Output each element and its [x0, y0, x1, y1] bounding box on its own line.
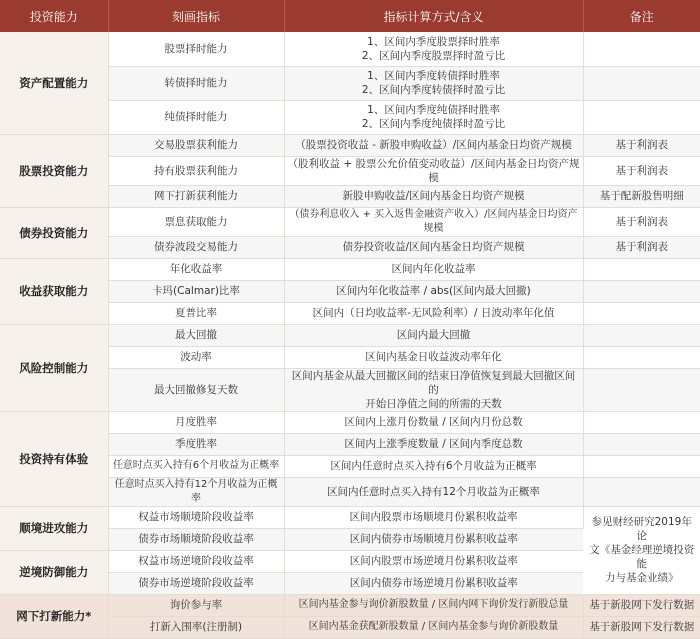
indicator-cell: 卡玛(Calmar)比率: [108, 280, 284, 302]
method-cell: 区间内股票市场顺境月份累积收益率: [284, 506, 583, 528]
header-capability: 投资能力: [0, 0, 108, 32]
header-note: 备注: [583, 0, 700, 32]
header-method: 指标计算方式/含义: [284, 0, 583, 32]
note-cell: [583, 455, 700, 477]
note-cell: [583, 302, 700, 324]
indicator-cell: 询价参与率: [108, 594, 284, 616]
method-cell: 区间内任意时点买入持有6个月收益为正概率: [284, 455, 583, 477]
method-cell: 区间内上涨季度数量 / 区间内季度总数: [284, 433, 583, 455]
method-cell: 区间内（日均收益率-无风险利率）/ 日波动率年化值: [284, 302, 583, 324]
indicator-cell: 季度胜率: [108, 433, 284, 455]
note-cell: [583, 66, 700, 100]
method-cell: 债券投资收益/区间内基金日均资产规模: [284, 236, 583, 258]
indicator-cell: 债券市场逆境阶段收益率: [108, 572, 284, 594]
category-bond-investment: 债券投资能力: [0, 207, 108, 258]
method-cell: 区间内基金参与询价新股数量 / 区间内网下询价发行新股总量: [284, 594, 583, 616]
method-cell: 新股申购收益/区间内基金日均资产规模: [284, 185, 583, 207]
indicator-cell: 打新入围率(注册制): [108, 616, 284, 638]
indicator-cell: 任意时点买入持有6个月收益为正概率: [108, 455, 284, 477]
note-cell: 基于配新股售明细: [583, 185, 700, 207]
note-cell: [583, 258, 700, 280]
method-cell: 1、区间内季度纯债择时胜率 2、区间内季度纯债择时盈亏比: [284, 100, 583, 134]
method-cell: 区间内年化收益率: [284, 258, 583, 280]
indicator-cell: 股票择时能力: [108, 32, 284, 66]
indicator-cell: 权益市场逆境阶段收益率: [108, 550, 284, 572]
note-cell: [583, 324, 700, 346]
method-cell: 区间内债券市场逆境月份累积收益率: [284, 572, 583, 594]
table-row: [0, 134, 700, 156]
method-cell: 1、区间内季度转债择时胜率 2、区间内季度转债择时盈亏比: [284, 66, 583, 100]
note-cell: 基于新股网下发行数据: [583, 594, 700, 616]
note-cell: 基于利润表: [583, 156, 700, 185]
indicator-cell: 持有股票获利能力: [108, 156, 284, 185]
table-row: [0, 411, 700, 433]
method-cell: （股票投资收益 - 新股申购收益）/区间内基金日均资产规模: [284, 134, 583, 156]
indicator-cell: 债券波段交易能力: [108, 236, 284, 258]
table-row: [0, 324, 700, 346]
note-cell: 基于新股网下发行数据: [583, 616, 700, 638]
note-cell: 基于利润表: [583, 207, 700, 236]
table-row: [0, 594, 700, 616]
note-cell: [583, 100, 700, 134]
note-cell-merged: 参见财经研究2019年论 文《基金经理逆境投资能 力与基金业绩》: [583, 506, 700, 594]
category-bull-offense: 顺境进攻能力: [0, 506, 108, 550]
category-return: 收益获取能力: [0, 258, 108, 324]
indicator-cell: 交易股票获利能力: [108, 134, 284, 156]
table-row: [0, 258, 700, 280]
indicator-cell: 任意时点买入持有12个月收益为正概率: [108, 477, 284, 506]
table-header: [0, 0, 700, 32]
method-cell: 1、区间内季度股票择时胜率 2、区间内季度股票择时盈亏比: [284, 32, 583, 66]
method-cell: 区间内最大回撤: [284, 324, 583, 346]
category-holding-experience: 投资持有体验: [0, 411, 108, 506]
indicator-cell: 波动率: [108, 346, 284, 368]
indicator-cell: 票息获取能力: [108, 207, 284, 236]
note-cell: [583, 280, 700, 302]
indicator-cell: 纯债择时能力: [108, 100, 284, 134]
note-cell: 基于利润表: [583, 236, 700, 258]
indicator-cell: 月度胜率: [108, 411, 284, 433]
indicator-cell: 债券市场顺境阶段收益率: [108, 528, 284, 550]
method-cell: 区间内债券市场顺境月份累积收益率: [284, 528, 583, 550]
method-cell: （股利收益 + 股票公允价值变动收益）/区间内基金日均资产规模: [284, 156, 583, 185]
table-row: [0, 506, 700, 528]
note-cell: [583, 346, 700, 368]
category-stock-investment: 股票投资能力: [0, 134, 108, 207]
indicator-cell: 最大回撤: [108, 324, 284, 346]
indicator-cell: 权益市场顺境阶段收益率: [108, 506, 284, 528]
category-asset-allocation: 资产配置能力: [0, 32, 108, 134]
note-cell: [583, 411, 700, 433]
note-cell: [583, 477, 700, 506]
note-cell: [583, 433, 700, 455]
indicator-cell: 转债择时能力: [108, 66, 284, 100]
table-row: [0, 207, 700, 236]
indicator-cell: 夏普比率: [108, 302, 284, 324]
indicator-cell: 最大回撤修复天数: [108, 368, 284, 411]
category-ipo: 网下打新能力*: [0, 594, 108, 638]
method-cell: 区间内基金获配新股数量 / 区间内基金参与询价新股数量: [284, 616, 583, 638]
category-bear-defense: 逆境防御能力: [0, 550, 108, 594]
method-cell: 区间内上涨月份数量 / 区间内月份总数: [284, 411, 583, 433]
note-cell: [583, 368, 700, 411]
method-cell: （债券利息收入 + 买入返售金融资产收入）/区间内基金日均资产规模: [284, 207, 583, 236]
method-cell: 区间内股票市场逆境月份累积收益率: [284, 550, 583, 572]
method-cell: 区间内基金从最大回撤区间的结束日净值恢复到最大回撤区间的 开始日净值之间的所需的天数: [284, 368, 583, 411]
indicator-cell: 网下打新获利能力: [108, 185, 284, 207]
note-cell: [583, 32, 700, 66]
table-row: [0, 32, 700, 66]
indicator-cell: 年化收益率: [108, 258, 284, 280]
category-risk-control: 风险控制能力: [0, 324, 108, 411]
note-cell: 基于利润表: [583, 134, 700, 156]
header-indicator: 刻画指标: [108, 0, 284, 32]
method-cell: 区间内年化收益率 / abs(区间内最大回撤): [284, 280, 583, 302]
method-cell: 区间内基金日收益波动率年化: [284, 346, 583, 368]
method-cell: 区间内任意时点买入持有12个月收益为正概率: [284, 477, 583, 506]
